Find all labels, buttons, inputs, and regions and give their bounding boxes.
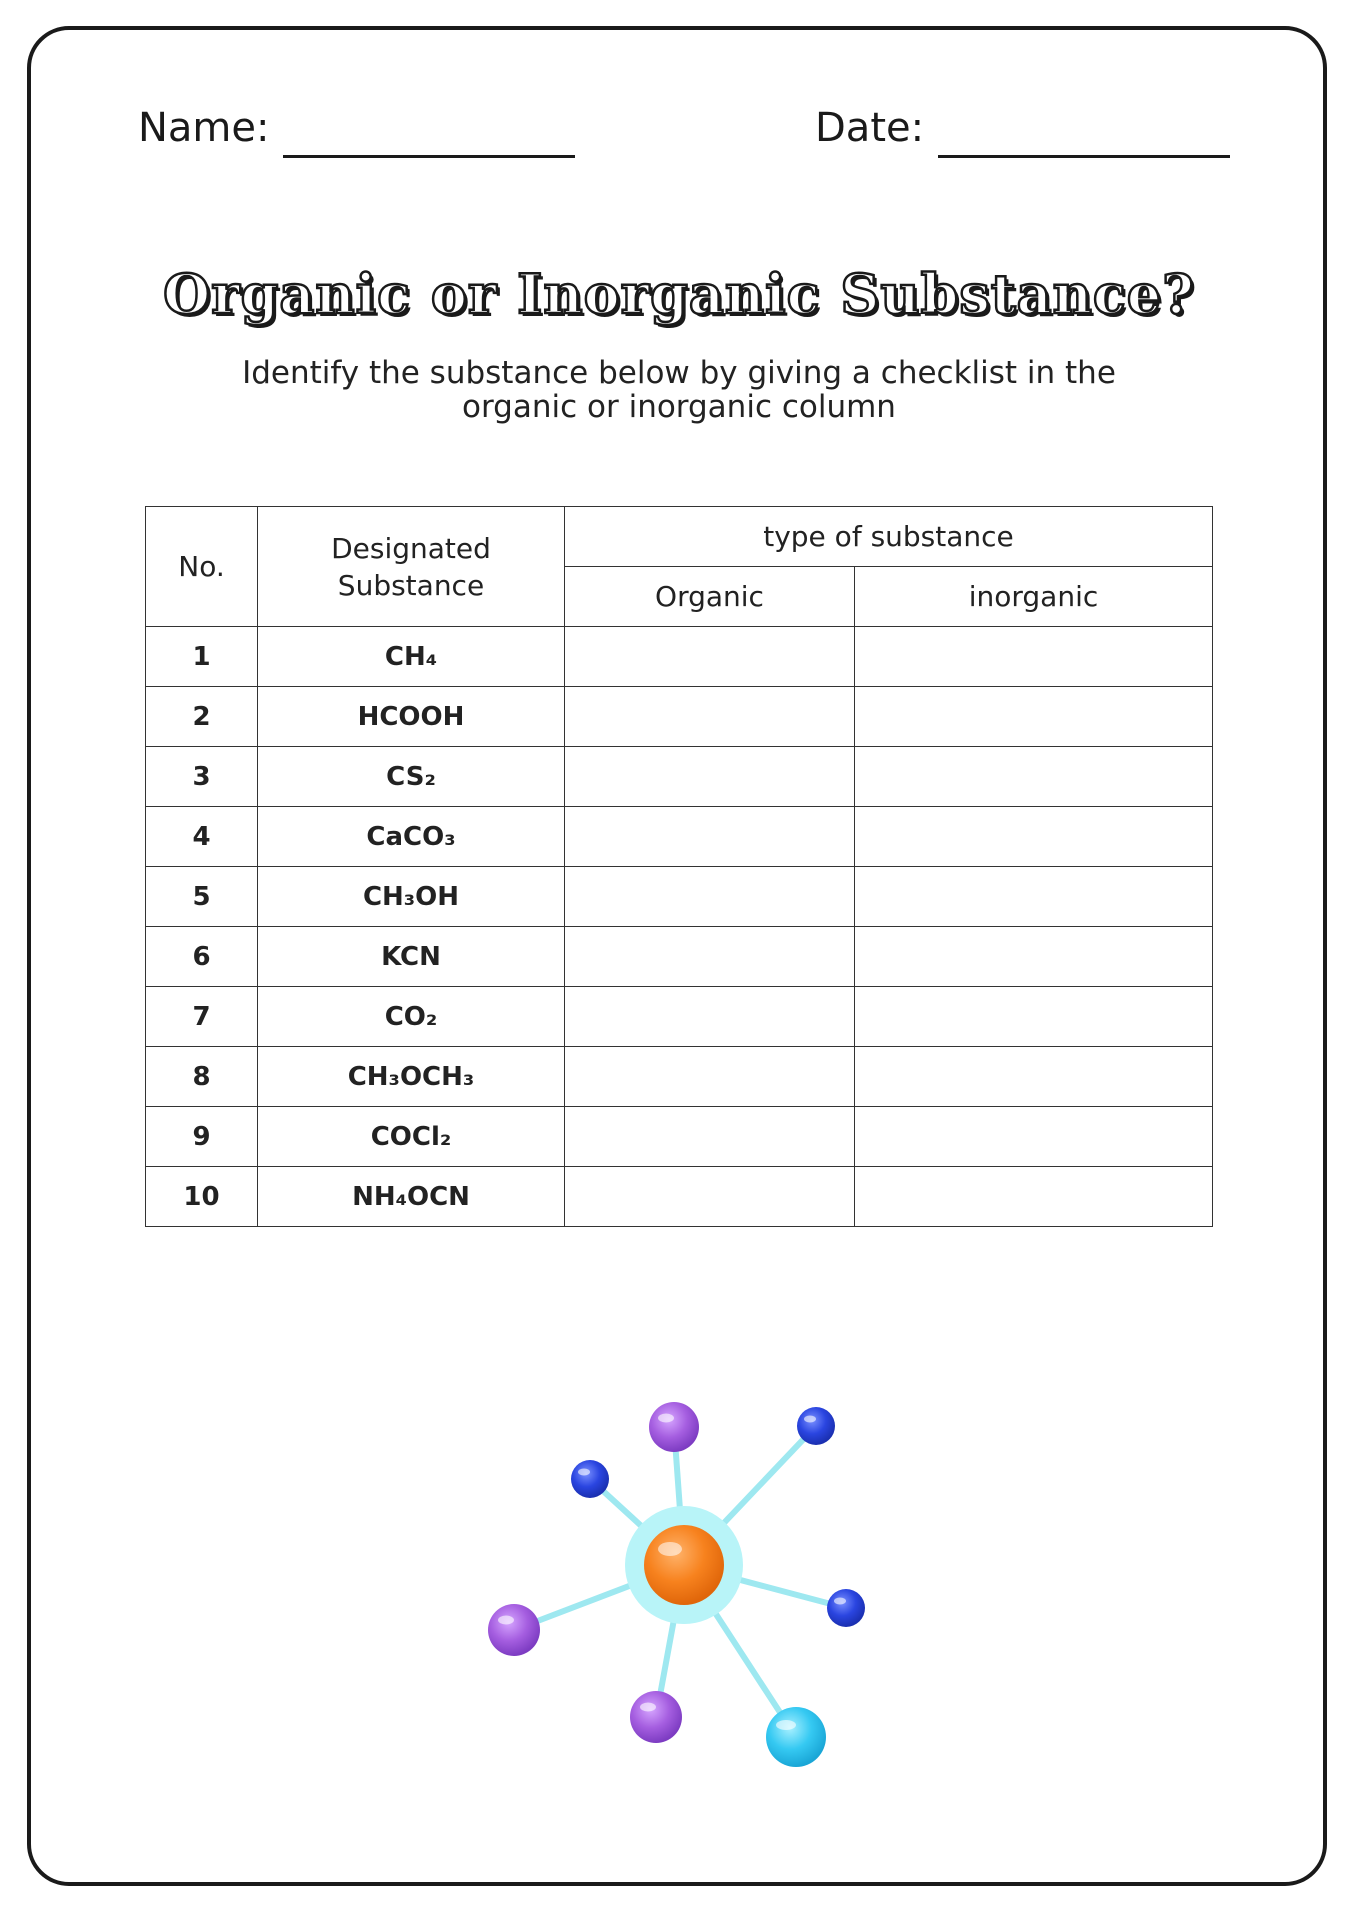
header-no: No. <box>146 507 258 627</box>
table-row <box>146 987 1213 1047</box>
row-substance: CO₂ <box>258 987 565 1047</box>
atom-purple-top <box>649 1402 699 1452</box>
atom-cyan-bottom-right <box>766 1707 826 1767</box>
organic-check-cell[interactable] <box>565 747 855 807</box>
row-substance: CH₄ <box>258 627 565 687</box>
row-number: 8 <box>146 1047 258 1107</box>
row-substance: CH₃OH <box>258 867 565 927</box>
row-substance: CS₂ <box>258 747 565 807</box>
row-number: 5 <box>146 867 258 927</box>
organic-check-cell[interactable] <box>565 987 855 1047</box>
name-label: Name: <box>138 105 270 151</box>
row-substance: CaCO₃ <box>258 807 565 867</box>
row-substance: COCl₂ <box>258 1107 565 1167</box>
row-number: 3 <box>146 747 258 807</box>
organic-check-cell[interactable] <box>565 627 855 687</box>
row-substance: CH₃OCH₃ <box>258 1047 565 1107</box>
organic-check-cell[interactable] <box>565 1107 855 1167</box>
table-row <box>146 1107 1213 1167</box>
inorganic-check-cell[interactable] <box>855 627 1213 687</box>
organic-check-cell[interactable] <box>565 927 855 987</box>
header-designated-substance-text: Designated Substance <box>331 531 491 602</box>
row-number: 10 <box>146 1167 258 1227</box>
atom-blue-left <box>571 1460 609 1498</box>
inorganic-check-cell[interactable] <box>855 987 1213 1047</box>
table-row <box>146 747 1213 807</box>
inorganic-check-cell[interactable] <box>855 927 1213 987</box>
substance-table <box>145 506 1213 1227</box>
organic-check-cell[interactable] <box>565 687 855 747</box>
instructions-line-2: organic or inorganic column <box>462 389 896 425</box>
table-row <box>146 867 1213 927</box>
worksheet-title: Organic or Inorganic Substance? <box>163 262 1195 326</box>
row-number: 7 <box>146 987 258 1047</box>
name-field <box>138 105 575 151</box>
atom-blue-right <box>827 1589 865 1627</box>
table-row <box>146 807 1213 867</box>
row-substance: NH₄OCN <box>258 1167 565 1227</box>
inorganic-check-cell[interactable] <box>855 1047 1213 1107</box>
organic-check-cell[interactable] <box>565 1047 855 1107</box>
instructions-line-1: Identify the substance below by giving a checklist in the <box>242 355 1116 391</box>
table-row <box>146 687 1213 747</box>
inorganic-check-cell[interactable] <box>855 807 1213 867</box>
molecule-icon <box>470 1395 890 1775</box>
header-type-of-substance: type of substance <box>565 507 1213 567</box>
atom-purple-bottom <box>630 1691 682 1743</box>
row-number: 1 <box>146 627 258 687</box>
table-row <box>146 627 1213 687</box>
inorganic-check-cell[interactable] <box>855 867 1213 927</box>
table-row <box>146 1047 1213 1107</box>
organic-check-cell[interactable] <box>565 867 855 927</box>
row-number: 9 <box>146 1107 258 1167</box>
header-designated-substance <box>258 507 565 627</box>
date-blank-line[interactable] <box>938 155 1230 158</box>
header-organic: Organic <box>565 567 855 627</box>
organic-check-cell[interactable] <box>565 807 855 867</box>
atom-purple-left <box>488 1604 540 1656</box>
date-label: Date: <box>815 105 925 151</box>
table-row <box>146 1167 1213 1227</box>
row-number: 2 <box>146 687 258 747</box>
inorganic-check-cell[interactable] <box>855 687 1213 747</box>
instructions <box>0 356 1358 424</box>
atom-blue-top-right <box>797 1407 835 1445</box>
date-field <box>815 105 1230 151</box>
molecule-core-atom <box>644 1525 724 1605</box>
inorganic-check-cell[interactable] <box>855 1107 1213 1167</box>
table-row <box>146 927 1213 987</box>
row-number: 6 <box>146 927 258 987</box>
inorganic-check-cell[interactable] <box>855 747 1213 807</box>
header-inorganic: inorganic <box>855 567 1213 627</box>
organic-check-cell[interactable] <box>565 1167 855 1227</box>
row-number: 4 <box>146 807 258 867</box>
row-substance: KCN <box>258 927 565 987</box>
inorganic-check-cell[interactable] <box>855 1167 1213 1227</box>
row-substance: HCOOH <box>258 687 565 747</box>
name-blank-line[interactable] <box>283 155 575 158</box>
